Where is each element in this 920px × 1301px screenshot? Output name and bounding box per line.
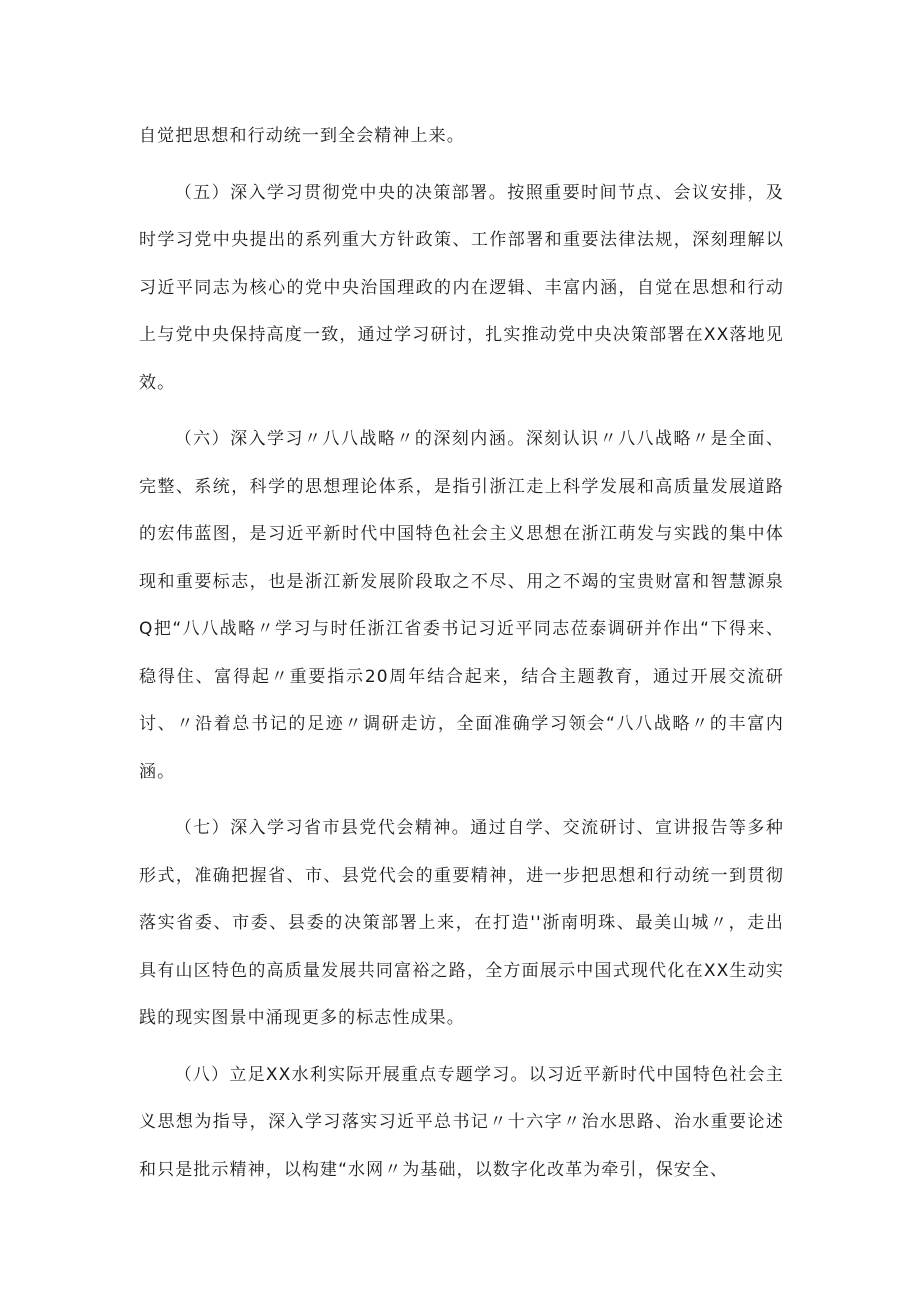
paragraph-continuation: 自觉把思想和行动统一到全会精神上来。 xyxy=(139,126,465,146)
document-body xyxy=(139,113,784,1194)
paragraph-section-eight: （八）立足XX水利实际开展重点专题学习。以习近平新时代中国特色社会主义思想为指导，深入学习落实习近平总书记〃十六字〃治水思路、治水重要论述和只是批示精神，以构建“水网〃为基础，以数字化改革为牵引，保安全、 xyxy=(139,1064,784,1180)
paragraph-section-five: （五）深入学习贯彻党中央的决策部署。按照重要时间节点、会议安排，及时学习党中央提出的系列重大方针政策、工作部署和重要法律法规，深刻理解以习近平同志为核心的党中央治国理政的内在逻辑、丰富内涵，自觉在思想和行动上与党中央保持高度一致，通过学习研讨，扎实推动党中央决策部署在XX落地见效。 xyxy=(139,182,784,393)
paragraph-section-six: （六）深入学习〃八八战略〃的深刻内涵。深刻认识〃八八战略〃是全面、完整、系统，科学的思想理论体系，是指引浙江走上科学发展和高质量发展道路的宏伟蓝图，是习近平新时代中国特色社会主义思想在浙江萌发与实践的集中体现和重要标志，也是浙江新发展阶段取之不尽、用之不竭的宝贵财富和智慧源泉Q把“八八战略〃学习与时任浙江省委书记习近平同志莅泰调研并作出“下得来、稳得住、富得起〃重要指示20周年结合起来，结合主题教育，通过开展交流研讨、〃沿着总书记的足迹〃调研走访，全面准确学习领会“八八战略〃的丰富内涵。 xyxy=(139,429,784,782)
paragraph-section-seven: （七）深入学习省市县党代会精神。通过自学、交流研讨、宣讲报告等多种形式，准确把握省、市、县党代会的重要精神，进一步把思想和行动统一到贯彻落实省委、市委、县委的决策部署上来，在打造''浙南明珠、最美山城〃，走出具有山区特色的高质量发展共同富裕之路，全方面展示中国式现代化在XX生动实践的现实图景中涌现更多的标志性成果。 xyxy=(139,818,784,1028)
